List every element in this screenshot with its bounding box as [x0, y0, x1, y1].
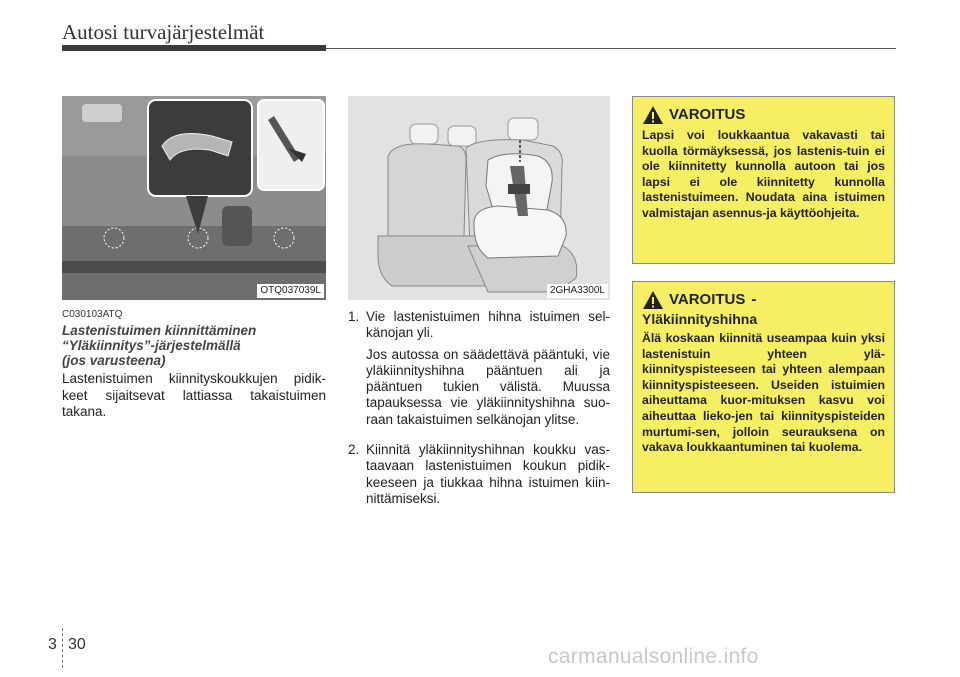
step-paragraph: Kiinnitä yläkiinnityshihnan koukku vas-taavaan lastenistuimen koukun pidik-keeseen ja tiukkaa hihna istuimen kiin-nittämiseksi. — [366, 442, 610, 506]
page-number: 30 — [68, 636, 86, 653]
footer-divider — [62, 628, 63, 668]
warning-title-text: VAROITUS — [669, 291, 746, 308]
warning-header — [642, 290, 885, 310]
section-title-line: (jos varusteena) — [62, 353, 166, 368]
warning-header — [642, 105, 885, 125]
warning-box — [632, 281, 895, 493]
section-title — [62, 323, 326, 368]
step-number: 2. — [348, 442, 360, 458]
warning-box — [632, 96, 895, 264]
step-number: 1. — [348, 309, 360, 324]
header-rule — [326, 48, 896, 49]
header-bar — [62, 45, 326, 51]
warning-title: VAROITUS — [669, 106, 746, 123]
watermark: carmanualsonline.info — [548, 645, 759, 668]
page-header-title: Autosi turvajärjestelmät — [62, 20, 265, 44]
section-body: Lastenistuimen kiinnityskoukkujen pidik-keet sijaitsevat lattiassa takaistuimen takana. — [62, 371, 326, 419]
figure-code: OTQ037039L — [257, 284, 324, 298]
child-seat-illustration — [348, 96, 610, 300]
warning-title — [669, 290, 756, 309]
warning-triangle-icon — [642, 290, 664, 310]
step-paragraph: Jos autossa on säädettävä pääntuki, vie yläkiinnityshihna pääntuen ali ja pääntuen tukien välistä. Muussa tapauksessa vie yläkiinnityshihna suo-raan takaistuimen selkänojan ylitse. — [366, 346, 610, 427]
instruction-step — [348, 442, 610, 507]
warning-triangle-icon — [642, 105, 664, 125]
step-paragraph: Vie lastenistuimen hihna istuimen sel-känojan yli. — [366, 309, 610, 341]
child-seat-figure — [348, 96, 610, 300]
seat-anchor-photo — [62, 96, 326, 300]
seat-anchor-illustration — [62, 96, 326, 300]
figure-code: 2GHA3300L — [547, 284, 608, 298]
instruction-steps — [348, 309, 610, 507]
section-code: C030103ATQ — [62, 309, 123, 320]
warning-subtitle: Yläkiinnityshihna — [642, 311, 758, 327]
instruction-step — [348, 309, 610, 428]
warning-text: Älä koskaan kiinnitä useampaa kuin yksi lastenistuin yhteen ylä-kiinnityspisteeseen tai yhteen alempaan kiinnityspisteeseen. Useiden istuimien aiheuttama kuor-mituksen kasvu voi aiheuttaa lieko-jen tai kiinnityspisteiden murtumi-sen, jolloin seurauksena on vakava loukkaantuminen tai kuolema. — [642, 331, 885, 455]
chapter-number: 3 — [48, 636, 57, 653]
warning-title-dash: - — [751, 291, 757, 308]
section-title-line: “Yläkiinnitys”-järjestelmällä — [62, 338, 241, 353]
warning-text: Lapsi voi loukkaantua vakavasti tai kuolla törmäyksessä, jos lastenis-tuin ei ole kiinnitetty kunnolla autoon tai jos lapsi ei ole kiinnitetty kunnolla lastenistuimeen. Noudata aina istuimen valmistajan asennus-ja käyttöohjeita. — [642, 128, 885, 220]
section-title-line: Lastenistuimen kiinnittäminen — [62, 323, 257, 338]
